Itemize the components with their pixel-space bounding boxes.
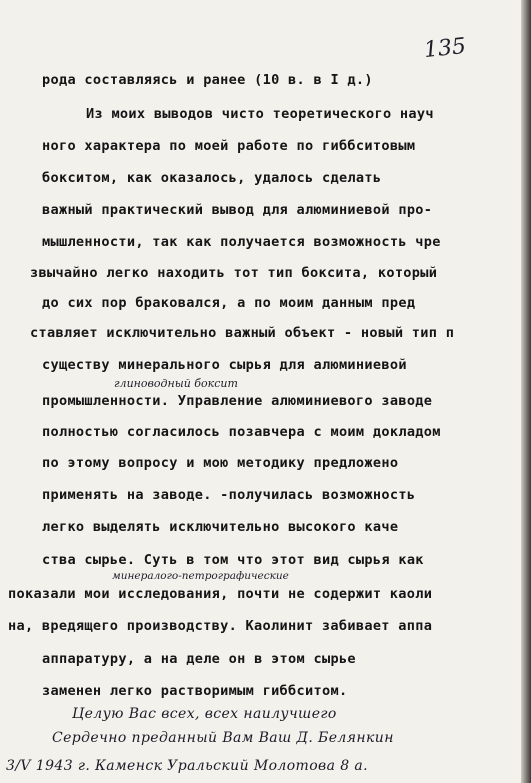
typed-line-17: показали мои исследования, почти не содержит каоли <box>8 586 433 602</box>
typed-line-18: на, вредящего производству. Каолинит забивает аппа <box>8 618 433 634</box>
typed-line-13: по этому вопросу и мою методику предложено <box>42 455 399 471</box>
handwritten-line-2: Сердечно преданный Вам Ваш Д. Белянкин <box>52 730 394 746</box>
typed-line-1: рода составляясь и ранее (10 в. в I д.) <box>42 72 373 88</box>
typed-line-8: до сих пор браковался, а по моим данным пред <box>42 295 416 311</box>
typed-line-19: аппаратуру, а на деле он в этом сырье <box>42 651 356 667</box>
handwritten-line-1: Целую Вас всех, всех наилучшего <box>72 706 337 722</box>
page-edge-shadow <box>521 0 531 783</box>
typed-line-2: Из моих выводов чисто теоретического науч <box>86 106 434 122</box>
typed-line-14: применять на заводе. -получилась возможность <box>42 487 416 503</box>
typed-line-7: звычайно легко находить тот тип боксита, который <box>30 265 438 281</box>
typed-line-11: промышленности. Управление алюминиевого заводе <box>42 393 433 409</box>
typed-line-5: важный практический вывод для алюминиевой про- <box>42 202 433 218</box>
typed-line-4: бокситом, как оказалось, удалось сделать <box>42 170 382 186</box>
interlinear-note-2: минералого-петрографические <box>112 570 289 582</box>
typed-line-10: существу минерального сырья для алюминиевой <box>42 357 407 373</box>
typed-line-20: заменен легко растворимым гиббситом. <box>42 683 348 699</box>
typed-line-16: ства сырье. Суть в том что этот вид сырья как <box>42 552 424 568</box>
typed-line-12: полностью согласилось позавчера с моим докладом <box>42 424 441 440</box>
typed-line-3: ного характера по моей работе по гиббситовым <box>42 138 416 154</box>
typed-line-9: ставляет исключительно важный объект - новый тип п <box>30 325 455 341</box>
handwritten-line-3: 3/V 1943 г. Каменск Уральский Молотова 8 а. <box>6 758 368 774</box>
page-number: 135 <box>422 33 468 64</box>
typed-line-6: мышленности, так как получается возможность чре <box>42 234 441 250</box>
interlinear-note-1: глиноводный боксит <box>114 377 238 390</box>
typed-line-15: легко выделять исключительно высокого каче <box>42 519 399 535</box>
